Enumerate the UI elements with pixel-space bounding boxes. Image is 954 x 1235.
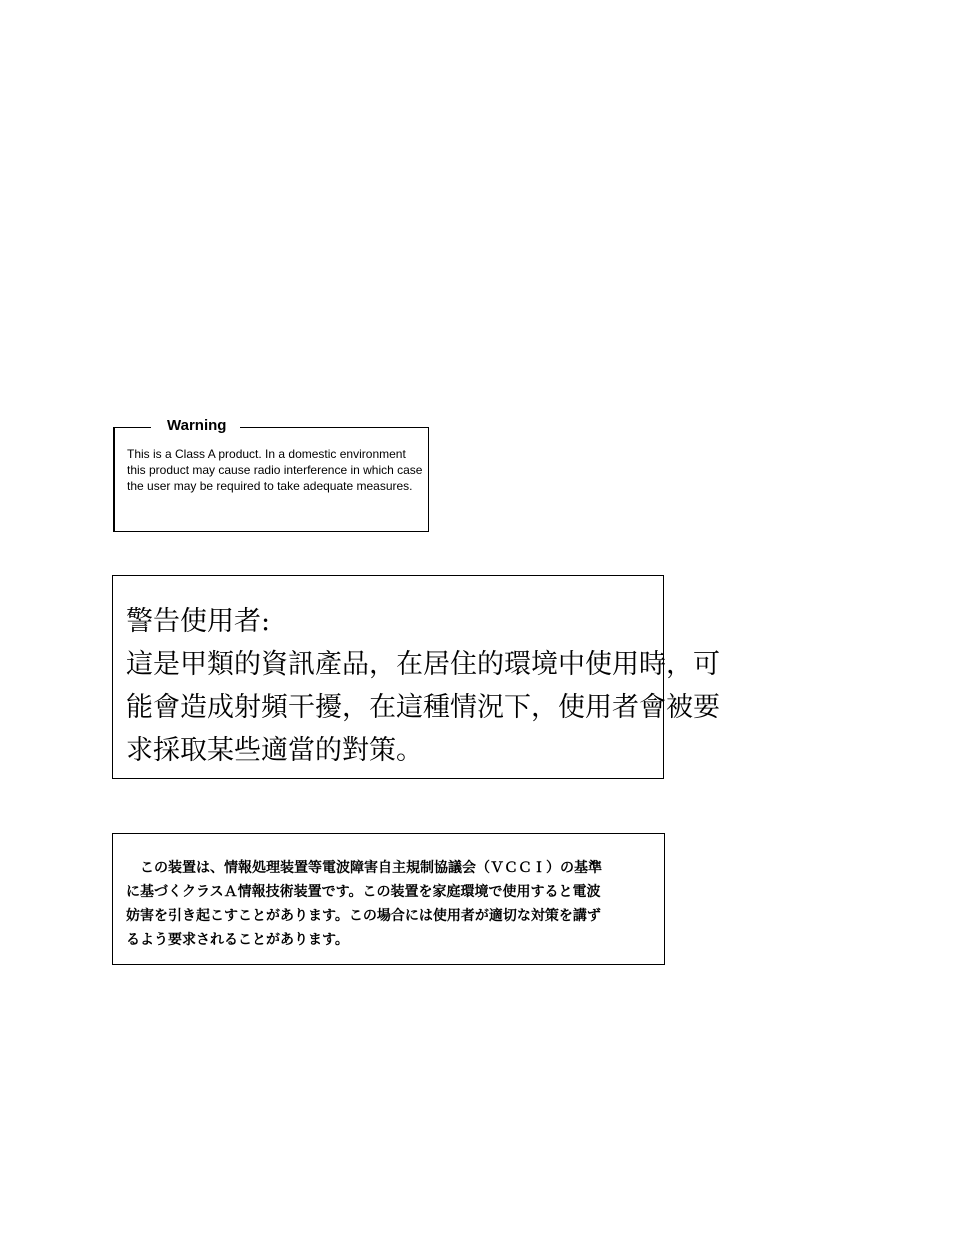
taiwan-notice-line: 這是甲類的資訊產品，在居住的環境中使用時，可 <box>126 649 720 680</box>
japan-notice-line: 妨害を引き起こすことがあります。この場合には使用者が適切な対策を講ず <box>126 908 601 924</box>
japan-notice-text <box>126 856 656 952</box>
japan-notice-line: るよう要求されることがあります。 <box>126 932 349 948</box>
taiwan-notice-text <box>126 600 720 772</box>
taiwan-bsmi-notice-box <box>112 575 720 779</box>
japan-notice-line: に基づくクラスＡ情報技術装置です。この装置を家庭環境で使用すると電波 <box>126 884 601 900</box>
taiwan-notice-line: 能會造成射頻干擾，在這種情況下，使用者會被要 <box>126 692 720 723</box>
taiwan-notice-line: 警告使用者: <box>126 606 271 637</box>
taiwan-notice-line: 求採取某些適當的對策。 <box>126 735 423 766</box>
japan-notice-line: この装置は、情報処理装置等電波障害自主規制協議会（ＶＣＣＩ）の基準 <box>126 860 602 876</box>
japan-vcci-notice-box <box>112 833 665 965</box>
warning-title: Warning <box>151 416 240 436</box>
class-a-warning-box <box>113 417 429 532</box>
warning-body: This is a Class A product. In a domestic environment this product may cause radio interference in which case the user may be required to take adequate measures. <box>127 447 423 493</box>
